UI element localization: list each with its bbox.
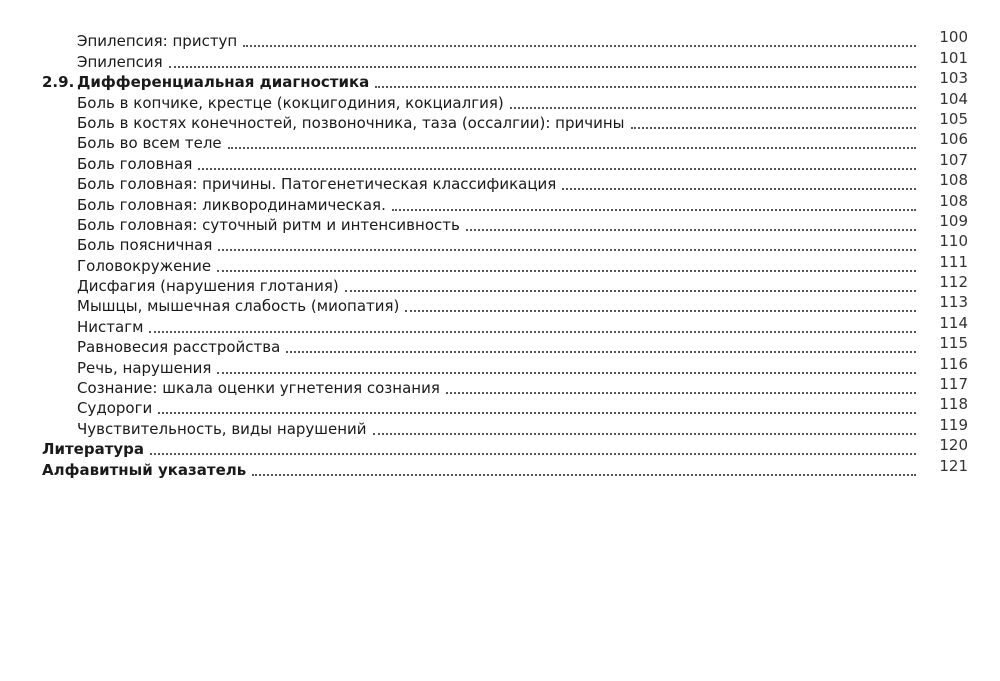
toc-entry[interactable]: [0, 315, 1000, 335]
dot-leader: [466, 229, 916, 231]
toc-entry-title: Боль головная: ликвородинамическая.: [77, 197, 392, 214]
dot-leader: [228, 147, 916, 149]
toc-entry-page: 114: [939, 313, 968, 332]
toc-entry-page: 119: [939, 415, 968, 434]
dot-leader: [392, 209, 916, 211]
toc-entry[interactable]: [0, 152, 1000, 172]
toc-entry-title: Равновесия расстройства: [77, 339, 286, 356]
dot-leader: [217, 270, 916, 272]
toc-entry-page: 108: [939, 191, 968, 210]
dot-leader: [243, 45, 916, 47]
toc-entry-page: 116: [939, 354, 968, 373]
toc-entry-title: Боль в копчике, крестце (кокцигодиния, кокциалгия): [77, 95, 510, 112]
dot-leader: [373, 433, 916, 435]
dot-leader: [169, 66, 916, 68]
toc-entry[interactable]: [0, 336, 1000, 356]
dot-leader: [217, 372, 916, 374]
dot-leader: [286, 351, 916, 353]
toc-entry-page: 108: [939, 171, 968, 190]
dot-leader: [149, 331, 916, 333]
toc-entry-page: 117: [939, 375, 968, 394]
toc-entry[interactable]: [0, 377, 1000, 397]
toc-entry-page: 105: [939, 109, 968, 128]
toc-entry-page: 121: [939, 456, 968, 475]
dot-leader: [345, 290, 916, 292]
toc-entry-title: Сознание: шкала оценки угнетения сознания: [77, 380, 446, 397]
toc-entry[interactable]: [0, 356, 1000, 376]
toc-entry-title: Дисфагия (нарушения глотания): [77, 278, 345, 295]
dot-leader: [198, 168, 916, 170]
toc-entry[interactable]: [0, 193, 1000, 213]
toc-entry-page: 112: [939, 273, 968, 292]
toc-entry[interactable]: [0, 109, 1000, 132]
toc-entry-page: 101: [939, 48, 968, 67]
toc-entry-title: Нистагм: [77, 319, 149, 336]
toc-entry-page: 109: [939, 211, 968, 230]
toc-entry-page: 111: [939, 252, 968, 271]
toc-entry-page: 110: [939, 232, 968, 251]
toc-entry-page: 107: [939, 150, 968, 169]
toc-entry-page: 100: [939, 28, 968, 47]
toc-entry[interactable]: [0, 132, 1000, 152]
section-title-text: Дифференциальная диагностика: [77, 73, 370, 92]
toc-entry-page: 104: [939, 89, 968, 108]
toc-entry[interactable]: [0, 30, 1000, 50]
toc-section-title: Литература: [42, 441, 150, 458]
toc-section-heading[interactable]: [0, 438, 1000, 458]
toc-entry[interactable]: [0, 91, 1000, 111]
dot-leader: [252, 474, 916, 476]
toc-entry-title: Речь, нарушения: [77, 360, 217, 377]
toc-entry[interactable]: [0, 275, 1000, 295]
toc-entry[interactable]: [0, 417, 1000, 437]
dot-leader: [446, 392, 916, 394]
toc-entry[interactable]: [0, 234, 1000, 254]
toc-entry-title: Боль поясничная: [77, 237, 218, 254]
toc-entry-page: 120: [939, 436, 968, 455]
toc-entry-title: Эпилепсия: [77, 54, 169, 71]
toc-entry-title: Боль во всем теле: [77, 135, 228, 152]
dot-leader: [562, 188, 916, 190]
toc-section-heading[interactable]: [0, 458, 1000, 478]
toc-entry-page: 113: [939, 293, 968, 312]
toc-entry[interactable]: [0, 50, 1000, 70]
toc-entry-page: 106: [939, 130, 968, 149]
toc-entry-page: 118: [939, 395, 968, 414]
toc-entry-title: Мышцы, мышечная слабость (миопатия): [77, 298, 405, 315]
toc-entry-title: Боль в костях конечностей, позвоночника, таза (оссалгии): причины: [77, 115, 631, 132]
dot-leader: [375, 86, 916, 88]
toc-section-heading[interactable]: [0, 71, 1000, 91]
toc-entry[interactable]: [0, 295, 1000, 315]
section-number: 2.9.: [42, 73, 75, 92]
toc-entry-title: Судороги: [77, 400, 158, 417]
toc-entry[interactable]: [0, 254, 1000, 274]
toc-entry-title: Чувствительность, виды нарушений: [77, 421, 373, 438]
toc-entry[interactable]: [0, 211, 1000, 234]
dot-leader: [150, 453, 916, 455]
toc-section-title: [42, 74, 375, 91]
toc-entry[interactable]: [0, 173, 1000, 193]
toc-entry-title: Головокружение: [77, 258, 217, 275]
dot-leader: [510, 107, 916, 109]
toc-entry-title: Боль головная: причины. Патогенетическая классификация: [77, 176, 562, 193]
dot-leader: [405, 310, 916, 312]
toc-section-title: Алфавитный указатель: [42, 462, 252, 479]
toc-entry-page: 115: [939, 334, 968, 353]
toc-entry-title: Эпилепсия: приступ: [77, 33, 243, 50]
dot-leader: [631, 127, 916, 129]
dot-leader: [158, 412, 916, 414]
table-of-contents: [0, 30, 1000, 479]
dot-leader: [218, 249, 916, 251]
toc-entry[interactable]: [0, 397, 1000, 417]
toc-entry-title: Боль головная: суточный ритм и интенсивность: [77, 217, 466, 234]
toc-entry-page: 103: [939, 69, 968, 88]
toc-entry-title: Боль головная: [77, 156, 198, 173]
